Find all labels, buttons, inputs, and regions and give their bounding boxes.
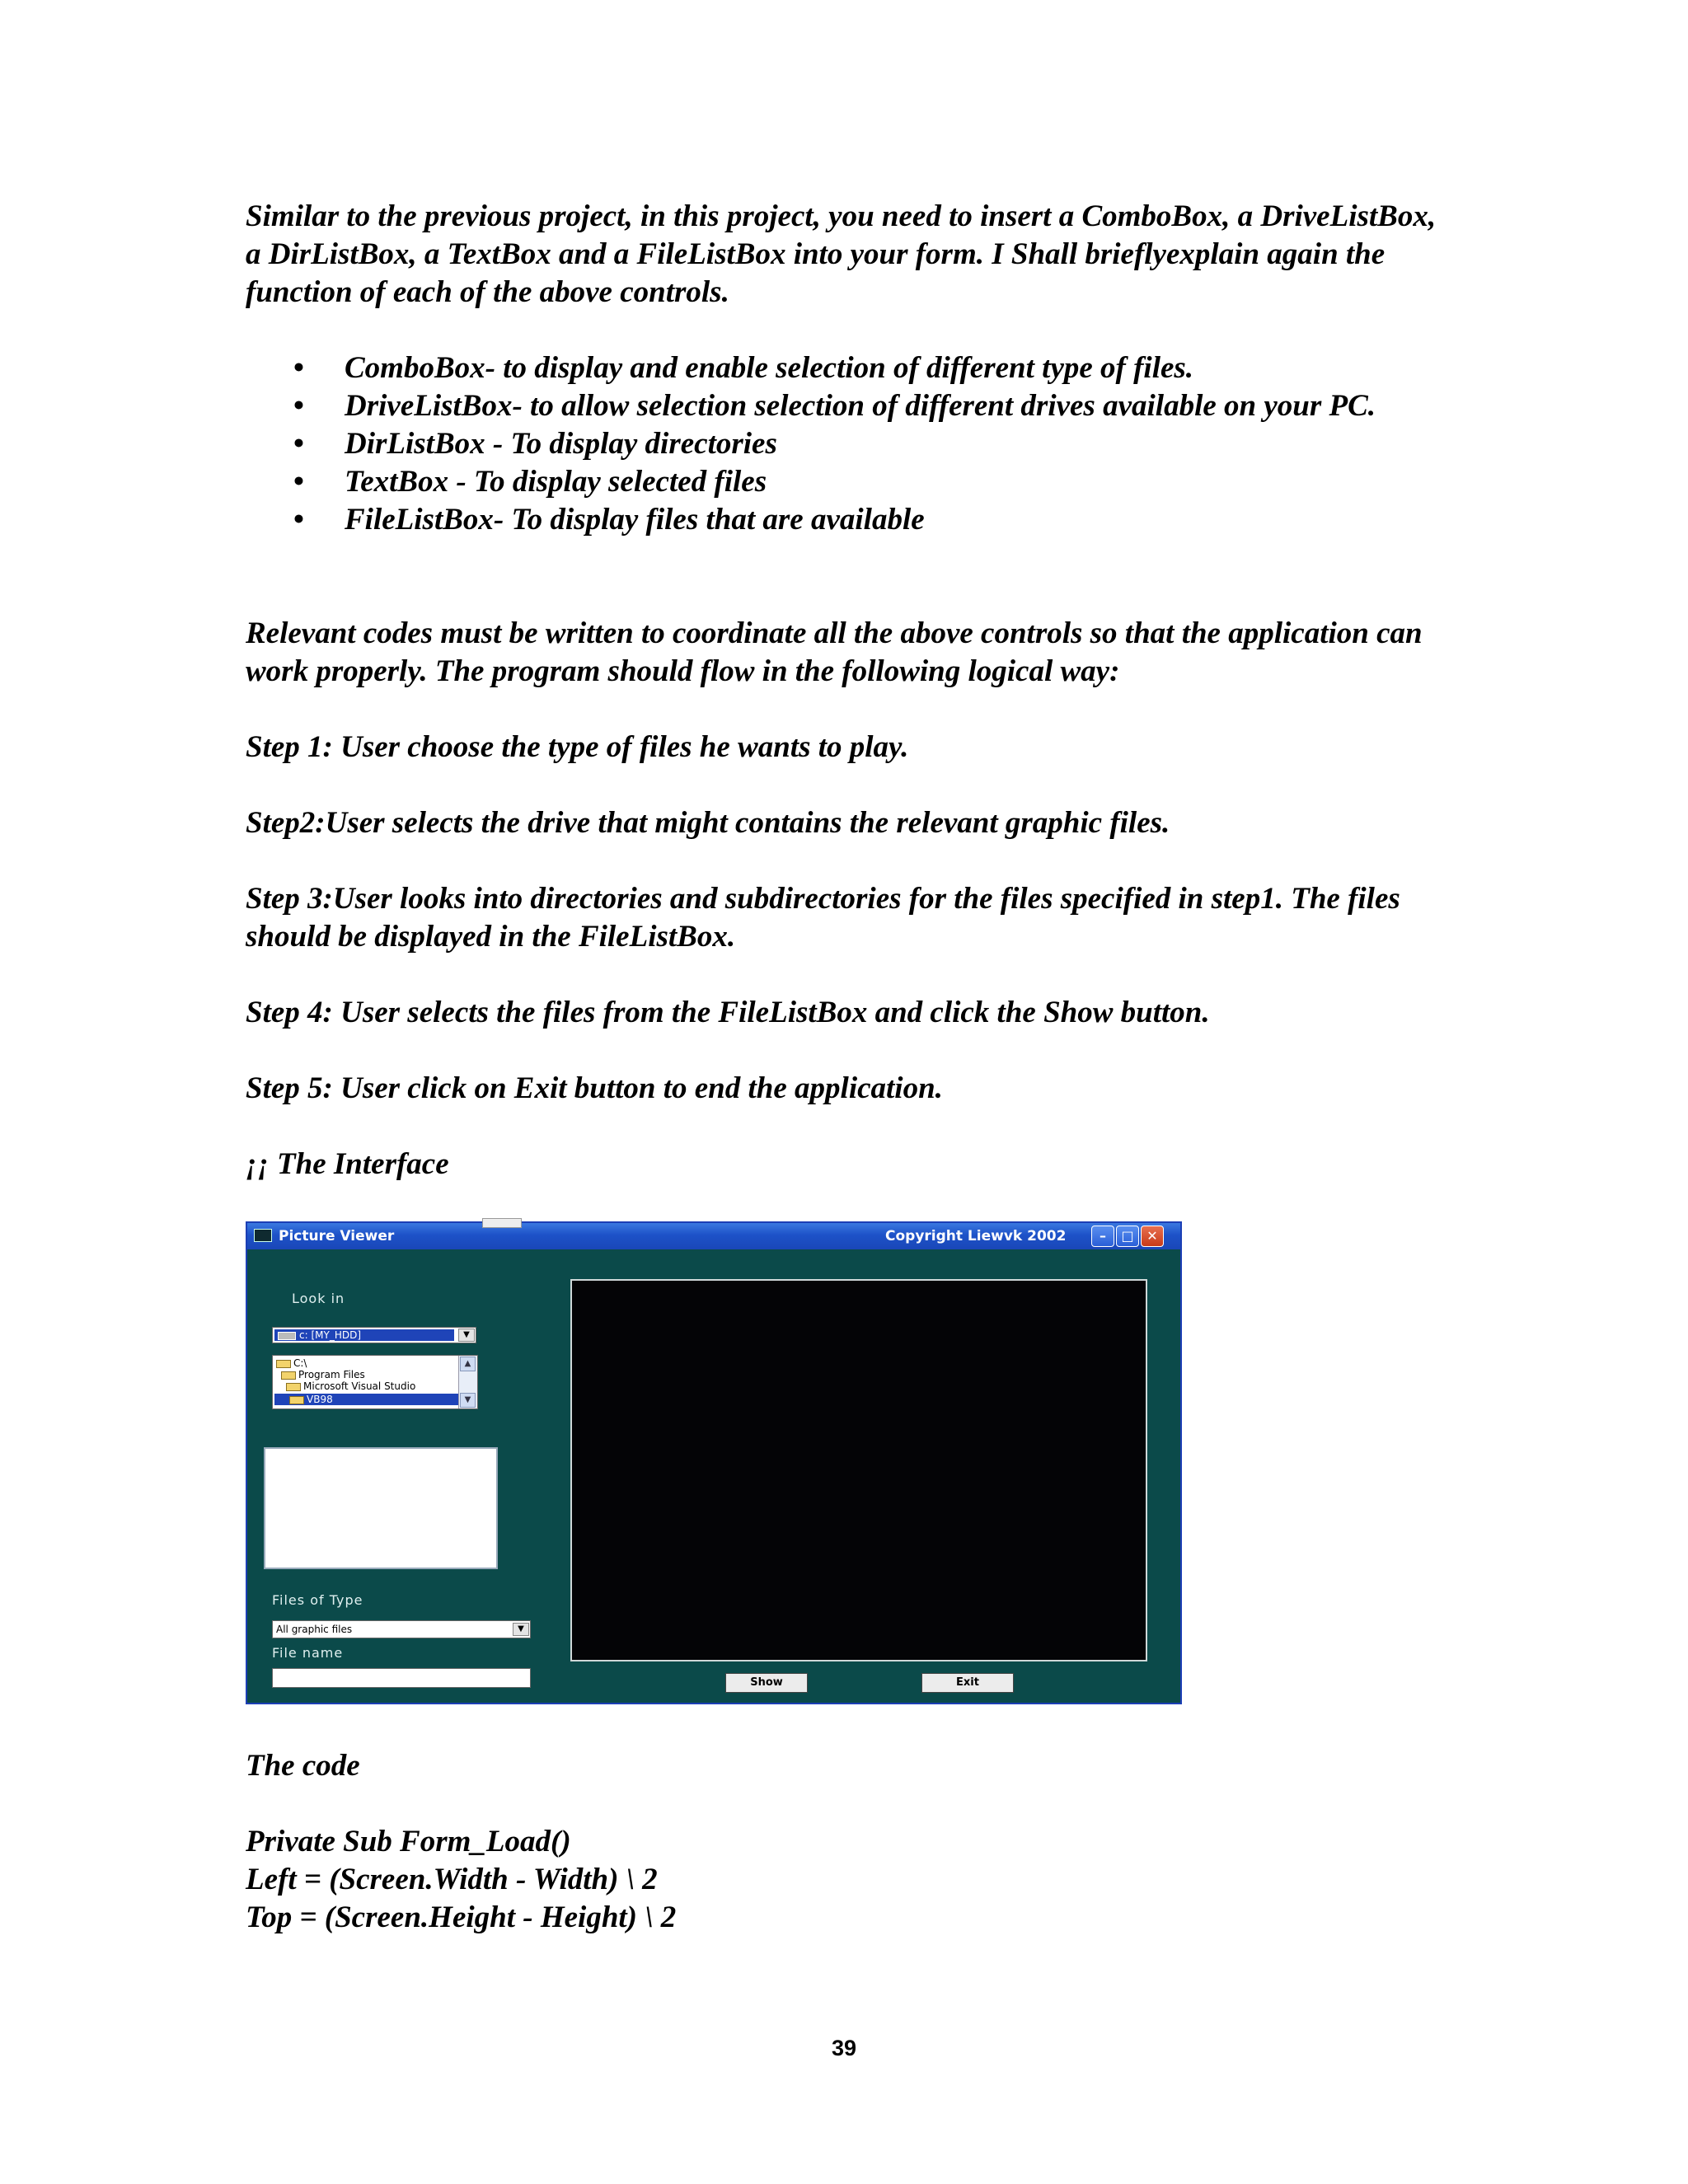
intro-paragraph: Similar to the previous project, in this project, you need to insert a ComboBox, a DriveListBox, a DirListBox, a TextBox and a FileListBox into your form. I Shall brieflyexplain again the function of each of the above controls.	[246, 199, 1437, 309]
dir-item-vb98[interactable]	[274, 1394, 459, 1405]
copyright-text: Copyright Liewvk 2002	[885, 1228, 1067, 1244]
interface-heading: ¡¡ The Interface	[246, 1147, 449, 1181]
maximize-icon[interactable]: □	[1116, 1226, 1139, 1247]
open-folder-icon	[281, 1371, 296, 1380]
page-number: 39	[831, 2036, 857, 2060]
drive-selected	[274, 1329, 454, 1341]
bullet-drivelistbox: • DriveListBox- to allow selection selection of different drives available on your PC.	[246, 387, 1449, 425]
drive-value: c: [MY_HDD]	[299, 1329, 362, 1341]
bullet-filelistbox: • FileListBox- To display files that are available	[246, 501, 1449, 539]
dir-item-label: VB98	[307, 1394, 333, 1405]
file-type-value: All graphic files	[276, 1624, 353, 1635]
window-titlebar	[247, 1223, 1180, 1249]
step-4: Step 4: User selects the files from the FileListBox and click the Show button.	[246, 996, 1210, 1029]
dir-list-box[interactable]	[272, 1355, 478, 1409]
open-folder-icon	[286, 1383, 301, 1391]
bullet-combobox: • ComboBox- to display and enable selection of different type of files.	[246, 349, 1449, 387]
file-type-combobox[interactable]	[272, 1620, 531, 1638]
dir-item-label: Program Files	[298, 1369, 365, 1380]
file-name-textbox[interactable]	[272, 1668, 531, 1688]
show-button[interactable]: Show	[725, 1673, 808, 1693]
close-icon[interactable]: ✕	[1141, 1226, 1164, 1247]
dir-item-label: Microsoft Visual Studio	[303, 1380, 416, 1392]
chevron-down-icon[interactable]: ▼	[513, 1623, 529, 1636]
dir-item-visual-studio[interactable]	[286, 1380, 471, 1392]
scroll-down-icon[interactable]: ▼	[460, 1393, 476, 1408]
step-3: Step 3:User looks into directories and subdirectories for the files specified in step1. The files should be displayed in the FileListBox.	[246, 882, 1400, 954]
drive-list-box[interactable]	[272, 1327, 476, 1343]
picture-display-box	[570, 1279, 1147, 1661]
dir-item-label: C:\	[293, 1357, 307, 1369]
minimize-icon[interactable]: –	[1091, 1226, 1114, 1247]
step-2: Step2:User selects the drive that might contains the relevant graphic files.	[246, 806, 1170, 840]
app-icon	[254, 1229, 272, 1242]
step-1: Step 1: User choose the type of files he wants to play.	[246, 730, 909, 764]
dir-item-program-files[interactable]	[281, 1369, 466, 1380]
open-folder-icon	[289, 1396, 304, 1404]
dir-item-root[interactable]	[276, 1357, 461, 1369]
window-title: Picture Viewer	[279, 1228, 395, 1244]
look-in-label: Look in	[292, 1291, 345, 1306]
relevant-paragraph: Relevant codes must be written to coordinate all the above controls so that the application can work properly. The program should flow in the following logical way:	[246, 616, 1423, 688]
files-of-type-label: Files of Type	[272, 1592, 363, 1608]
code-line-3: Top = (Screen.Height - Height) \ 2	[246, 1900, 677, 1934]
tab-stub-icon	[482, 1218, 522, 1228]
file-list-box[interactable]	[264, 1447, 498, 1569]
bullet-textbox: • TextBox - To display selected files	[246, 463, 1449, 501]
hard-drive-icon	[278, 1332, 296, 1340]
code-line-1: Private Sub Form_Load()	[246, 1825, 571, 1858]
exit-button[interactable]: Exit	[921, 1673, 1014, 1693]
code-line-2: Left = (Screen.Width - Width) \ 2	[246, 1863, 658, 1896]
controls-bullet-list	[246, 349, 1449, 539]
dir-scrollbar[interactable]	[458, 1356, 477, 1408]
open-folder-icon	[276, 1360, 291, 1368]
bullet-dirlistbox: • DirListBox - To display directories	[246, 425, 1449, 463]
chevron-down-icon[interactable]: ▼	[458, 1329, 475, 1342]
code-heading: The code	[246, 1749, 360, 1783]
scroll-up-icon[interactable]: ▲	[460, 1357, 476, 1371]
file-name-label: File name	[272, 1645, 344, 1661]
picture-viewer-window	[246, 1221, 1182, 1704]
step-5: Step 5: User click on Exit button to end the application.	[246, 1071, 943, 1105]
